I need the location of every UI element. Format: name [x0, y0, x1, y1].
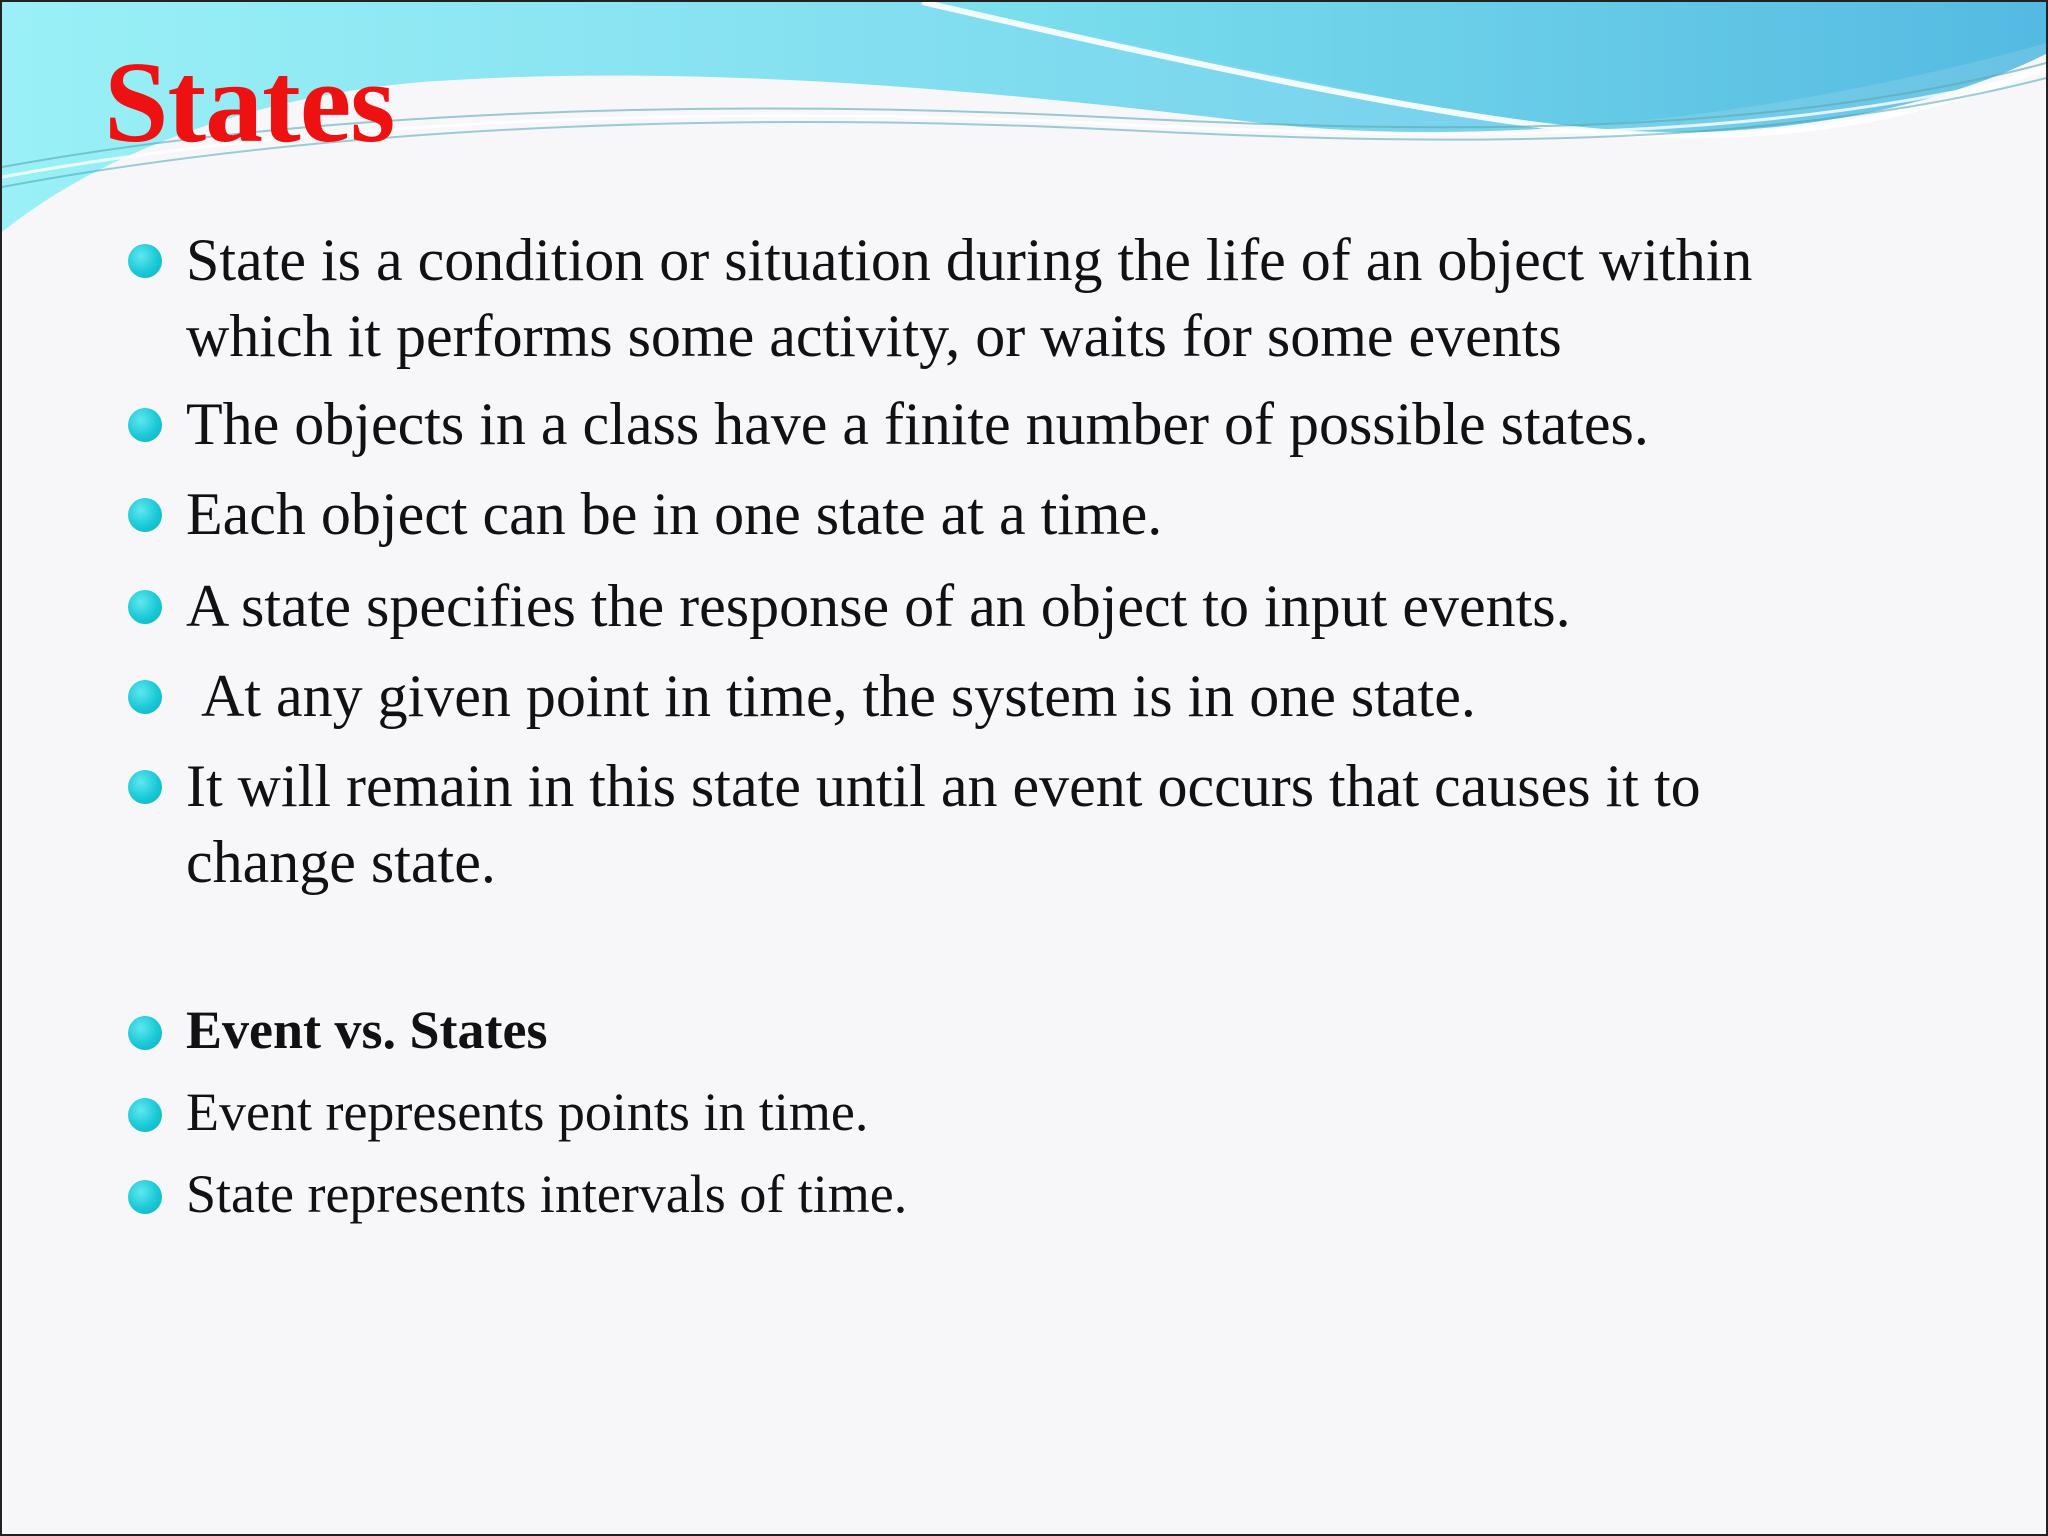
bullet-dot-icon — [128, 1098, 162, 1132]
bullet-item — [128, 996, 1988, 1064]
bullet-dot-icon — [128, 1180, 162, 1214]
bullet-dot-icon — [128, 680, 162, 714]
bullet-item — [128, 222, 1988, 374]
bullet-text: It will remain in this state until an event occurs that causes it to change state. — [186, 753, 1701, 895]
bullet-dot-icon — [128, 408, 162, 442]
bullet-dot-icon — [128, 770, 162, 804]
slide-title: States — [104, 39, 395, 167]
bullet-item — [128, 1160, 1988, 1228]
bullet-item — [128, 1078, 1988, 1146]
bullet-item — [128, 748, 1988, 900]
bullet-item — [128, 568, 1988, 644]
bullet-text: State represents intervals of time. — [186, 1164, 908, 1224]
bullet-dot-icon — [128, 1016, 162, 1050]
bullet-item — [128, 476, 1988, 552]
bullet-text: Each object can be in one state at a time. — [186, 481, 1163, 547]
bullet-text: Event represents points in time. — [186, 1082, 869, 1142]
bullet-dot-icon — [128, 244, 162, 278]
bullet-text: The objects in a class have a finite number of possible states. — [186, 391, 1649, 457]
bullet-item — [128, 386, 1988, 462]
bullet-text: State is a condition or situation during the life of an object within which it performs some activity, or waits for some events — [186, 227, 1753, 369]
bullet-item — [128, 658, 1988, 734]
bullet-text: Event vs. States — [186, 1000, 548, 1060]
bullet-text: A state specifies the response of an object to input events. — [186, 573, 1571, 639]
bullet-text: At any given point in time, the system is in one state. — [186, 663, 1476, 729]
bullet-dot-icon — [128, 498, 162, 532]
bullet-dot-icon — [128, 590, 162, 624]
